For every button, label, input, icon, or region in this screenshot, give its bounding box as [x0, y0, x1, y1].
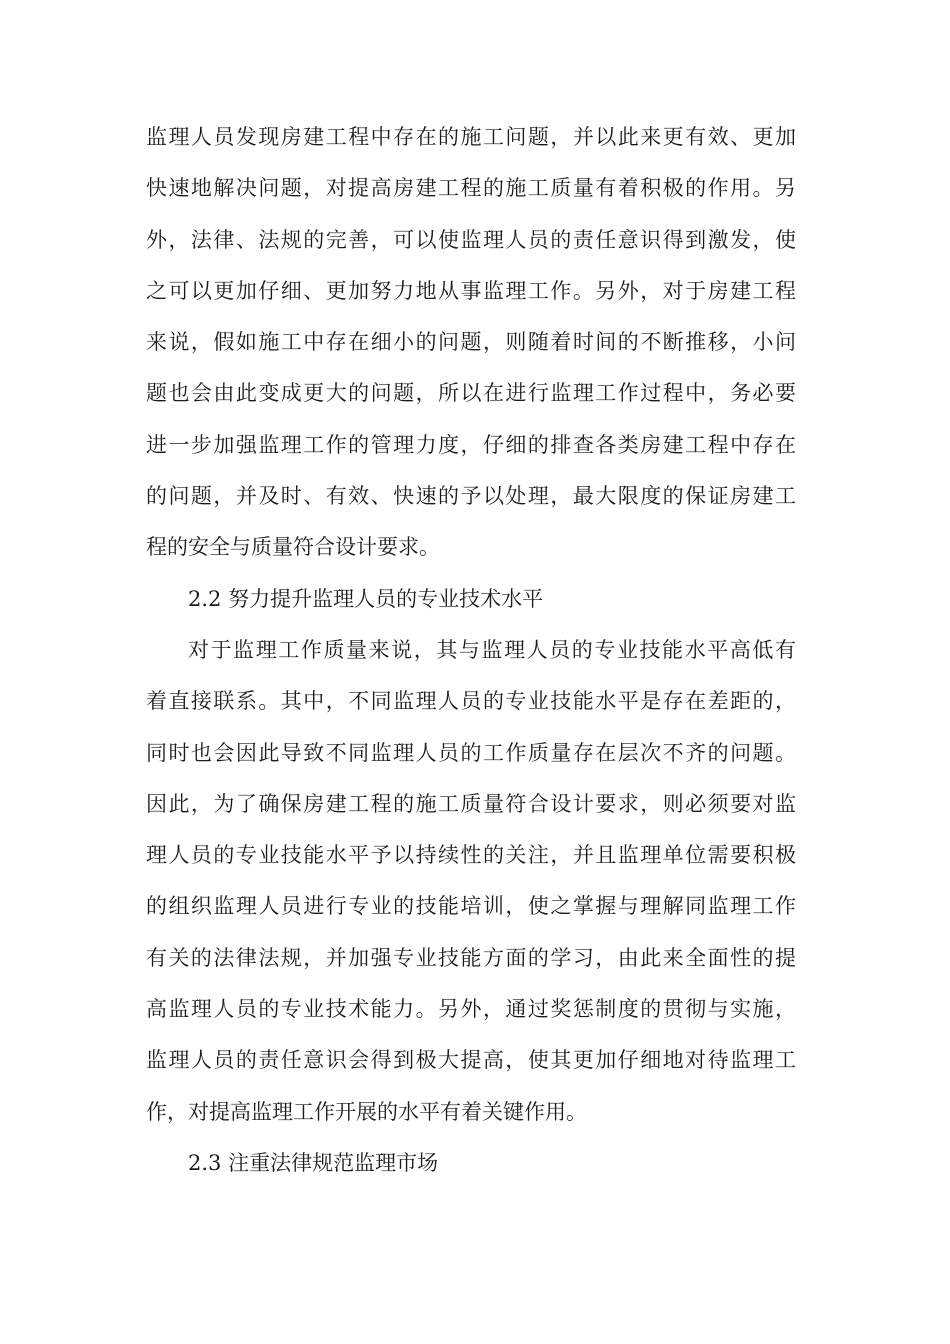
document-body [146, 112, 796, 1189]
paragraph-line: 快速地解决问题，对提高房建工程的施工质量有着积极的作用。另 [146, 176, 796, 201]
paragraph-line: 程的安全与质量符合设计要求。 [146, 535, 440, 560]
paragraph-line: 监理人员的责任意识会得到极大提高，使其更加仔细地对待监理工 [146, 1048, 796, 1073]
section-heading-2-2: 2.2 努力提升监理人员的专业技术水平 [188, 586, 544, 611]
paragraph-line: 监理人员发现房建工程中存在的施工问题，并以此来更有效、更加 [146, 125, 796, 149]
paragraph-line: 理人员的专业技能水平予以持续性的关注，并且监理单位需要积极 [146, 843, 796, 868]
paragraph-line: 对于监理工作质量来说，其与监理人员的专业技能水平高低有 [188, 637, 796, 662]
paragraph-line: 题也会由此变成更大的问题，所以在进行监理工作过程中，务必要 [146, 381, 796, 406]
paragraph-line: 的问题，并及时、有效、快速的予以处理，最大限度的保证房建工 [146, 484, 796, 509]
paragraph-line: 之可以更加仔细、更加努力地从事监理工作。另外，对于房建工程 [146, 278, 796, 303]
paragraph-line: 的组织监理人员进行专业的技能培训，使之掌握与理解同监理工作 [146, 894, 796, 919]
paragraph-line: 有关的法律法规，并加强专业技能方面的学习，由此来全面性的提 [146, 945, 796, 970]
paragraph-line: 外，法律、法规的完善，可以使监理人员的责任意识得到激发，使 [146, 227, 796, 252]
paragraph-line: 进一步加强监理工作的管理力度，仔细的排查各类房建工程中存在 [146, 432, 796, 457]
paragraph-line: 作，对提高监理工作开展的水平有着关键作用。 [146, 1099, 587, 1124]
section-heading-2-3: 2.3 注重法律规范监理市场 [188, 1150, 439, 1175]
paragraph-line: 来说，假如施工中存在细小的问题，则随着时间的不断推移，小问 [146, 330, 796, 355]
paragraph-line: 高监理人员的专业技术能力。另外，通过奖惩制度的贯彻与实施， [146, 997, 796, 1022]
paragraph-line: 同时也会因此导致不同监理人员的工作质量存在层次不齐的问题。 [146, 740, 796, 765]
paragraph-line: 因此，为了确保房建工程的施工质量符合设计要求，则必须要对监 [146, 791, 796, 816]
paragraph-line: 着直接联系。其中，不同监理人员的专业技能水平是存在差距的， [146, 689, 796, 714]
